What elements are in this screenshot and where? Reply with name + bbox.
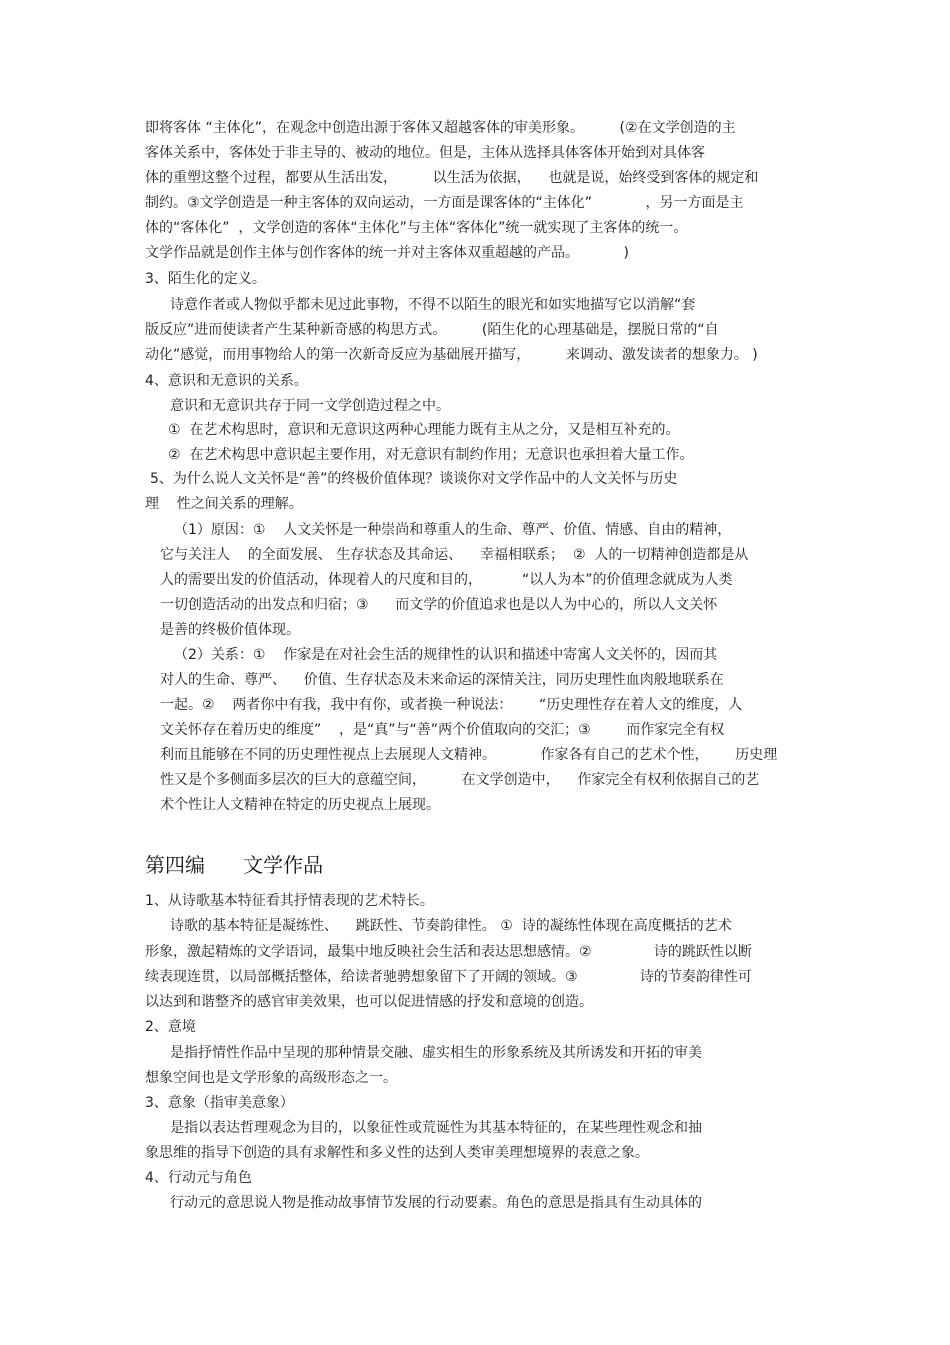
paragraph-line: 文关怀存在着历史的维度” ，是“真”与“善”两个价值取向的交汇；③ 而作家完全有权: [160, 722, 725, 738]
list-item: ① 在艺术构思时，意识和无意识这两种心理能力既有主从之分，又是相互补充的。: [168, 422, 680, 438]
paragraph-line: 术个性让人文精神在特定的历史视点上展现。: [160, 797, 440, 813]
section-heading: 第四编 文学作品: [145, 853, 324, 877]
paragraph-line: 形象，激起精炼的文学语词，最集中地反映社会生活和表达思想感情。② 诗的跳跃性以断: [145, 944, 752, 960]
question-title: 2、意境: [145, 1019, 196, 1035]
paragraph-line: 人的需要出发的价值活动，体现着人的尺度和目的， “以人为本”的价值理念就成为人类: [160, 572, 733, 588]
paragraph-line: 文学作品就是创作主体与创作客体的统一并对主客体双重超越的产品。 ): [145, 245, 629, 261]
question-title: 4、行动元与角色: [145, 1170, 252, 1186]
paragraph-line: 诗歌的基本特征是凝练性、 跳跃性、节奏韵律性。 ① 诗的凝练性体现在高度概括的艺术: [170, 918, 732, 934]
paragraph-line: 版反应”进而使读者产生某种新奇感的构思方式。 (陌生化的心理基础是，摆脱日常的“自: [145, 322, 719, 338]
paragraph-line: 它与关注人 的全面发展、 生存状态及其命运、 幸福相联系； ② 人的一切精神创造都是从: [160, 547, 749, 563]
paragraph-line: 是指抒情性作品中呈现的那种情景交融、虚实相生的形象系统及其所诱发和开拓的审美: [170, 1045, 702, 1061]
paragraph-line: 以达到和谐整齐的感官审美效果，也可以促进情感的抒发和意境的创造。: [145, 994, 593, 1010]
paragraph-line: 一起。② 两者你中有我，我中有你，或者换一种说法： “历史理性存在着人文的维度，人: [160, 697, 743, 713]
question-title: 3、意象（指审美意象）: [145, 1095, 294, 1111]
paragraph-line: 体的重塑这整个过程，都要从生活出发， 以生活为依据， 也就是说，始终受到客体的规定和: [145, 170, 759, 186]
paragraph-line: 即将客体 “主体化”，在观念中创造出源于客体又超越客体的审美形象。 (②在文学创造的主: [145, 120, 736, 136]
question-title: 3、陌生化的定义。: [145, 271, 266, 287]
paragraph-line: 对人的生命、尊严、 价值、生存状态及未来命运的深情关注，同历史理性血肉般地联系在: [160, 672, 724, 688]
paragraph-line: 行动元的意思说人物是推动故事情节发展的行动要素。角色的意思是指具有生动具体的: [170, 1195, 702, 1211]
paragraph-line: 意识和无意识共存于同一文学创造过程之中。: [170, 398, 450, 414]
paragraph-line: 想象空间也是文学形象的高级形态之一。: [145, 1070, 397, 1086]
question-title: 4、意识和无意识的关系。: [145, 373, 308, 389]
paragraph-line: 一切创造活动的出发点和归宿；③ 而文学的价值追求也是以人为中心的，所以人文关怀: [160, 597, 718, 613]
paragraph-line: 是善的终极价值体现。: [160, 622, 300, 638]
list-item: ② 在艺术构思中意识起主要作用，对无意识有制约作用；无意识也承担着大量工作。: [168, 447, 694, 463]
paragraph-line: 客体关系中，客体处于非主导的、被动的地位。但是，主体从选择具体客体开始到对具体客: [145, 145, 705, 161]
paragraph-line: 制约。③文学创造是一种主客体的双向运动，一方面是课客体的“主体化” ，另一方面是主: [145, 195, 744, 211]
paragraph-line: 性又是个多侧面多层次的巨大的意蕴空间， 在文学创造中， 作家完全有权利依据自己的艺: [160, 772, 760, 788]
question-title: 5、为什么说人文关怀是“善”的终极价值体现？谈谈你对文学作品中的人文关怀与历史: [150, 471, 678, 487]
paragraph-line: 诗意作者或人物似乎都未见过此事物，不得不以陌生的眼光和如实地描写它以消解“套: [170, 297, 696, 313]
paragraph-line: 续表现连贯，以局部概括整体，给读者驰骋想象留下了开阔的领域。③ 诗的节奏韵律性可: [145, 969, 752, 985]
paragraph-line: （2）关系：① 作家是在对社会生活的规律性的认识和描述中寄寓人文关怀的，因而其: [174, 647, 718, 663]
question-title: 理 性之间关系的理解。: [145, 496, 303, 512]
paragraph-line: 象思维的指导下创造的具有求解性和多义性的达到人类审美理想境界的表意之象。: [145, 1145, 649, 1161]
paragraph-line: 利而且能够在不同的历史理性视点上去展现人文精神。 作家各有自己的艺术个性， 历史理: [160, 747, 778, 763]
paragraph-line: （1）原因：① 人文关怀是一种崇尚和尊重人的生命、尊严、价值、情感、自由的精神，: [174, 522, 732, 538]
paragraph-line: 体的“客体化” ，文学创造的客体“主体化”与主体“客体化”统一就实现了主客体的统一。: [145, 220, 688, 236]
paragraph-line: 动化”感觉，而用事物给人的第一次新奇反应为基础展开描写， 来调动、激发读者的想象力。 ): [145, 347, 758, 363]
question-title: 1、从诗歌基本特征看其抒情表现的艺术特长。: [145, 893, 434, 909]
paragraph-line: 是指以表达哲理观念为目的，以象征性或荒诞性为其基本特征的，在某些理性观念和抽: [170, 1120, 702, 1136]
